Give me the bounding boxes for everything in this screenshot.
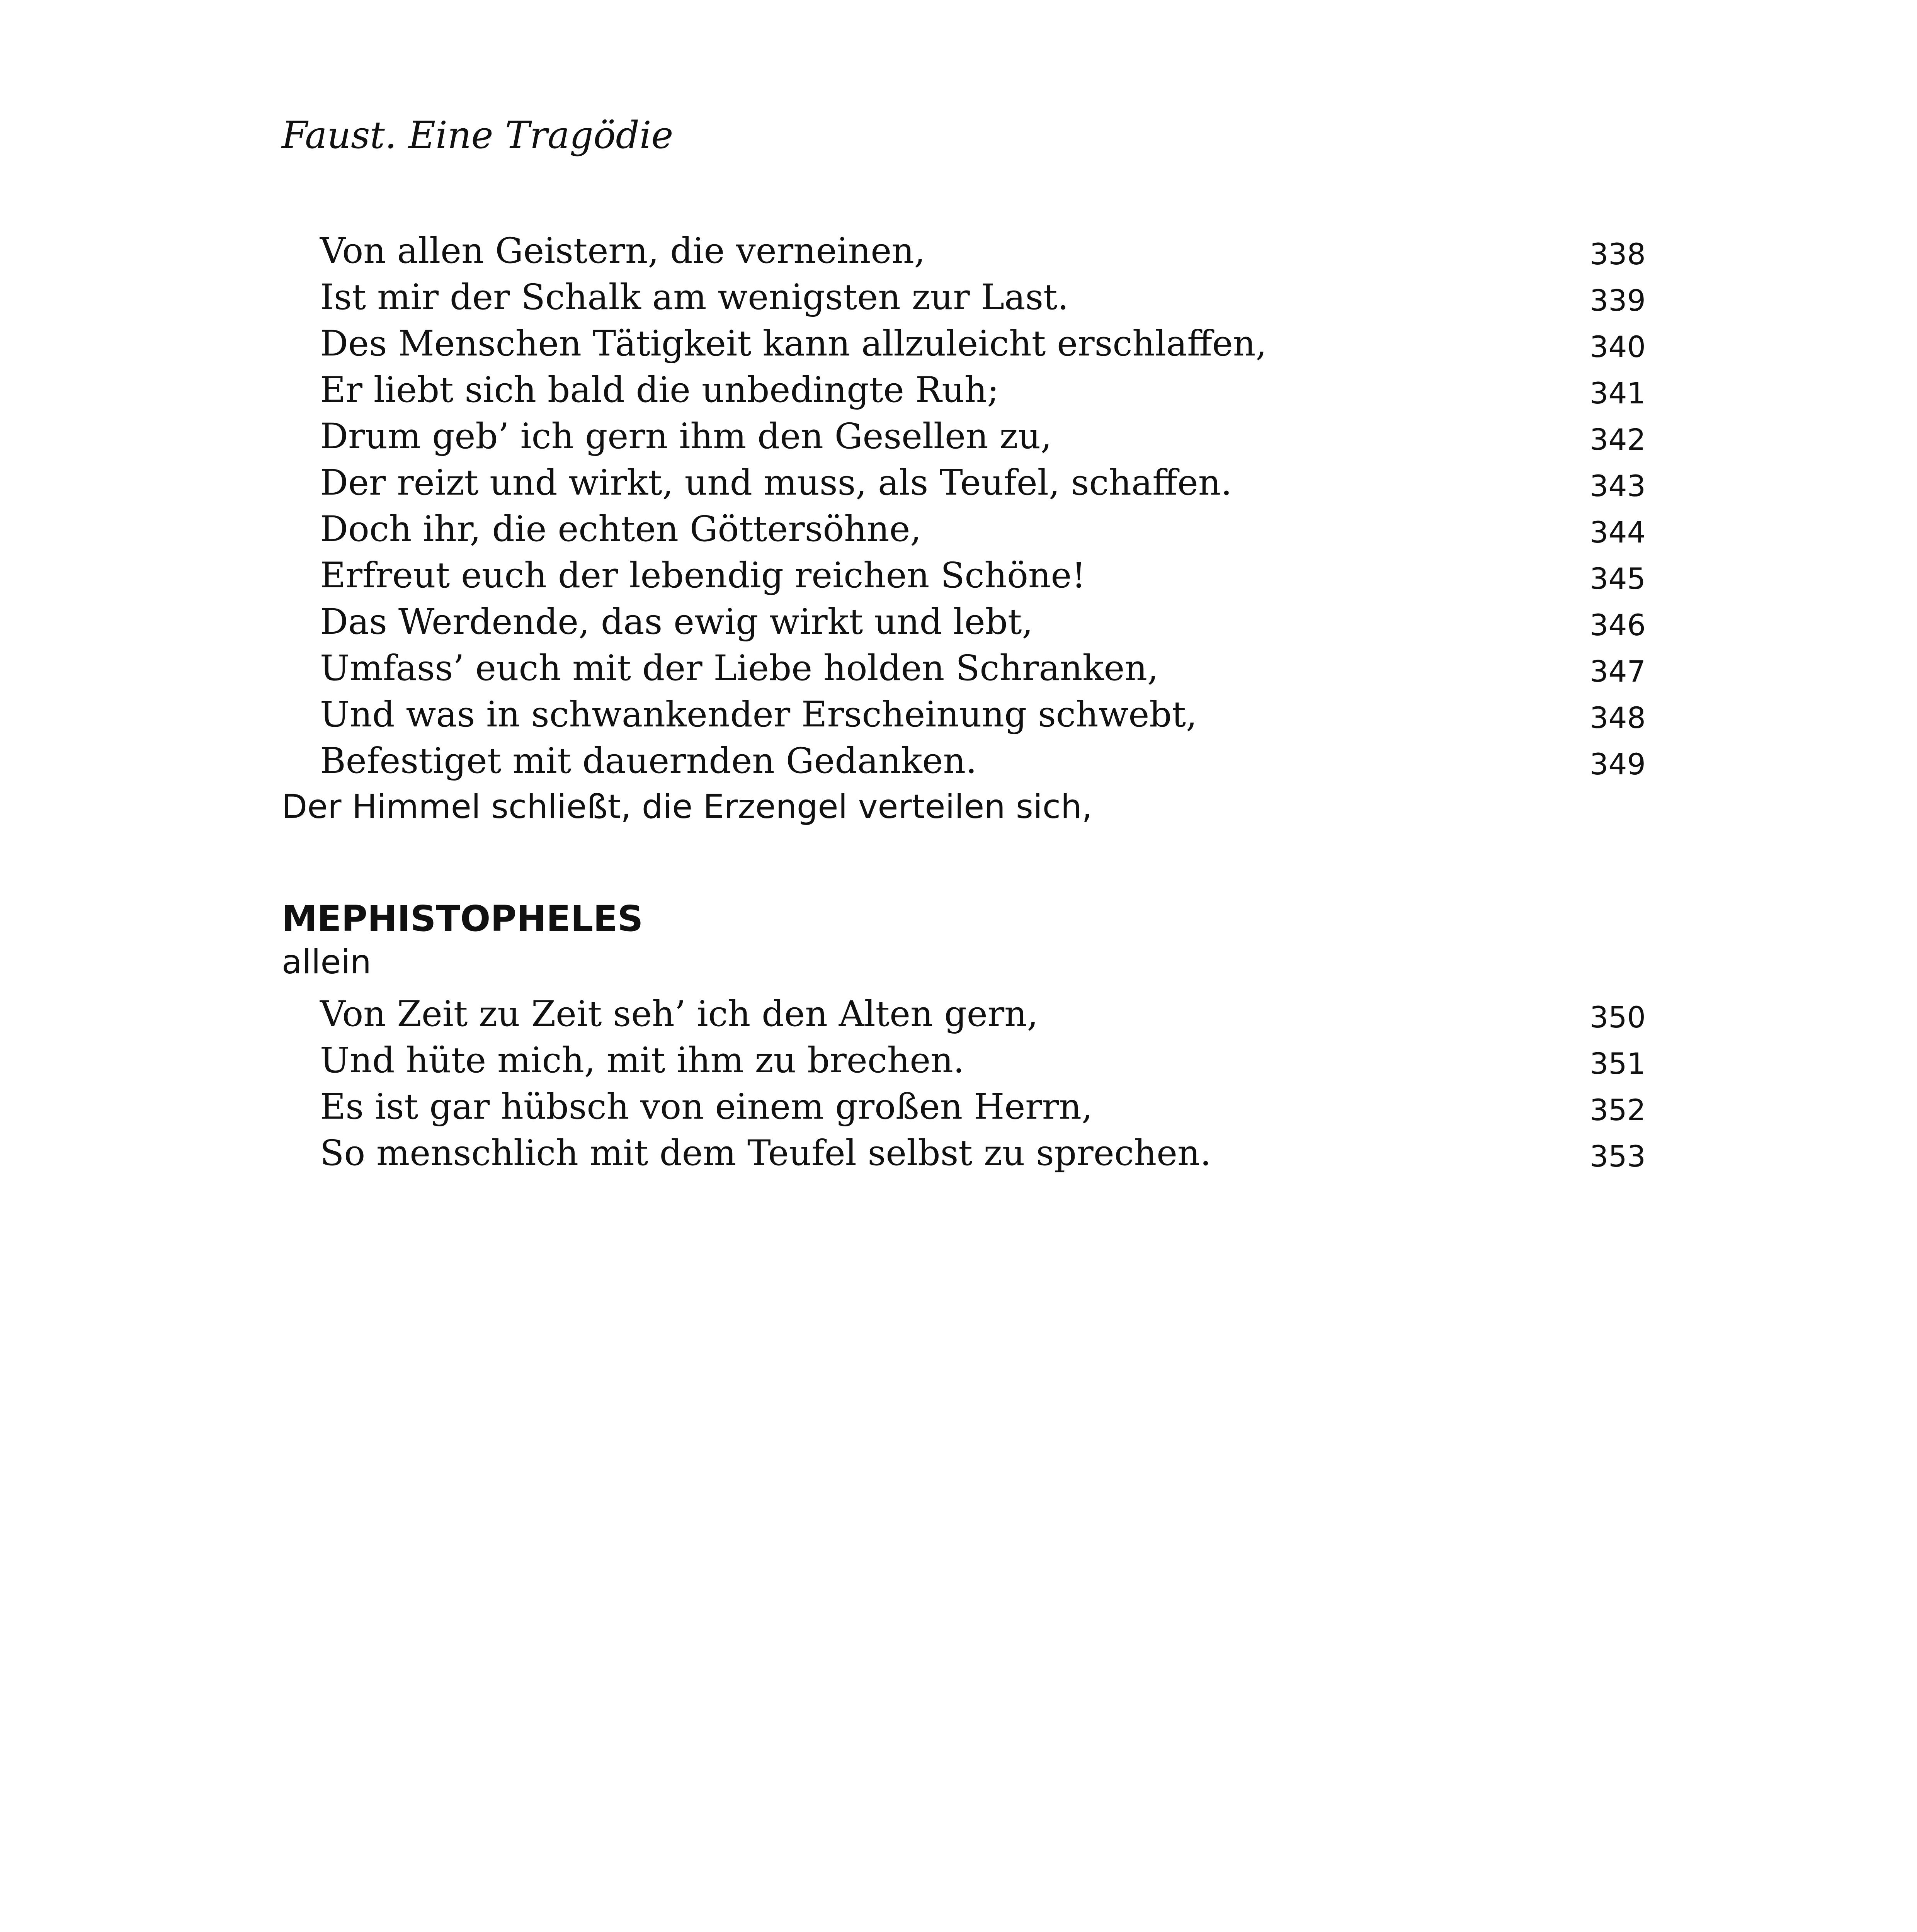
stage-direction: allein bbox=[282, 943, 371, 981]
verse-line bbox=[282, 367, 1646, 413]
verse-text: So menschlich mit dem Teufel selbst zu sprechen. bbox=[320, 1133, 1211, 1173]
verse-line bbox=[282, 738, 1646, 784]
verse-line-number: 348 bbox=[1589, 701, 1646, 735]
verse-line bbox=[282, 645, 1646, 692]
verse-text: Von allen Geistern, die verneinen, bbox=[320, 231, 925, 271]
verse-line-number: 351 bbox=[1589, 1046, 1646, 1081]
verse-line bbox=[282, 991, 1646, 1037]
verse-line-number: 350 bbox=[1589, 1000, 1646, 1034]
verse-text: Und was in schwankender Erscheinung schwebt, bbox=[320, 694, 1197, 735]
verse-text: Der reizt und wirkt, und muss, als Teufel, schaffen. bbox=[320, 463, 1232, 503]
verse-text: Von Zeit zu Zeit seh’ ich den Alten gern, bbox=[320, 994, 1038, 1034]
verse-line-number: 338 bbox=[1589, 237, 1646, 271]
verse-line bbox=[282, 1037, 1646, 1084]
verse-text: Ist mir der Schalk am wenigsten zur Last. bbox=[320, 277, 1069, 318]
verse-line-number: 347 bbox=[1589, 654, 1646, 689]
verse-line-number: 341 bbox=[1589, 376, 1646, 410]
verse-line-number: 353 bbox=[1589, 1139, 1646, 1173]
verse-line bbox=[282, 553, 1646, 599]
verse-line-number: 352 bbox=[1589, 1093, 1646, 1127]
verse-line bbox=[282, 228, 1646, 274]
verse-text: Drum geb’ ich gern ihm den Gesellen zu, bbox=[320, 416, 1052, 457]
verse-line bbox=[282, 274, 1646, 321]
verse-text: Umfass’ euch mit der Liebe holden Schranken, bbox=[320, 648, 1158, 689]
verse-text: Er liebt sich bald die unbedingte Ruh; bbox=[320, 370, 999, 410]
verse-text: Das Werdende, das ewig wirkt und lebt, bbox=[320, 602, 1033, 642]
verse-line bbox=[282, 599, 1646, 645]
verse-text: Doch ihr, die echten Göttersöhne, bbox=[320, 509, 922, 549]
verse-block-1 bbox=[282, 228, 1646, 784]
verse-line-number: 344 bbox=[1589, 515, 1646, 549]
verse-line-number: 346 bbox=[1589, 608, 1646, 642]
verse-block-2 bbox=[282, 991, 1646, 1177]
verse-line bbox=[282, 413, 1646, 460]
verse-line bbox=[282, 506, 1646, 553]
verse-line bbox=[282, 1084, 1646, 1130]
stage-direction: Der Himmel schließt, die Erzengel verteilen sich, bbox=[282, 787, 1092, 826]
verse-text: Des Menschen Tätigkeit kann allzuleicht erschlaffen, bbox=[320, 323, 1267, 364]
running-header-title: Faust. Eine Tragödie bbox=[282, 114, 674, 157]
verse-line-number: 343 bbox=[1589, 469, 1646, 503]
verse-line-number: 345 bbox=[1589, 561, 1646, 596]
verse-line-number: 339 bbox=[1589, 283, 1646, 318]
verse-line bbox=[282, 1130, 1646, 1177]
verse-line-number: 342 bbox=[1589, 422, 1646, 457]
verse-text: Und hüte mich, mit ihm zu brechen. bbox=[320, 1040, 964, 1081]
verse-text: Es ist gar hübsch von einem großen Herrn, bbox=[320, 1087, 1093, 1127]
verse-line-number: 349 bbox=[1589, 747, 1646, 781]
verse-line-number: 340 bbox=[1589, 330, 1646, 364]
verse-line bbox=[282, 321, 1646, 367]
verse-line bbox=[282, 460, 1646, 506]
verse-text: Befestiget mit dauernden Gedanken. bbox=[320, 741, 977, 781]
speaker-name: MEPHISTOPHELES bbox=[282, 898, 643, 939]
verse-text: Erfreut euch der lebendig reichen Schöne! bbox=[320, 555, 1086, 596]
verse-line bbox=[282, 692, 1646, 738]
